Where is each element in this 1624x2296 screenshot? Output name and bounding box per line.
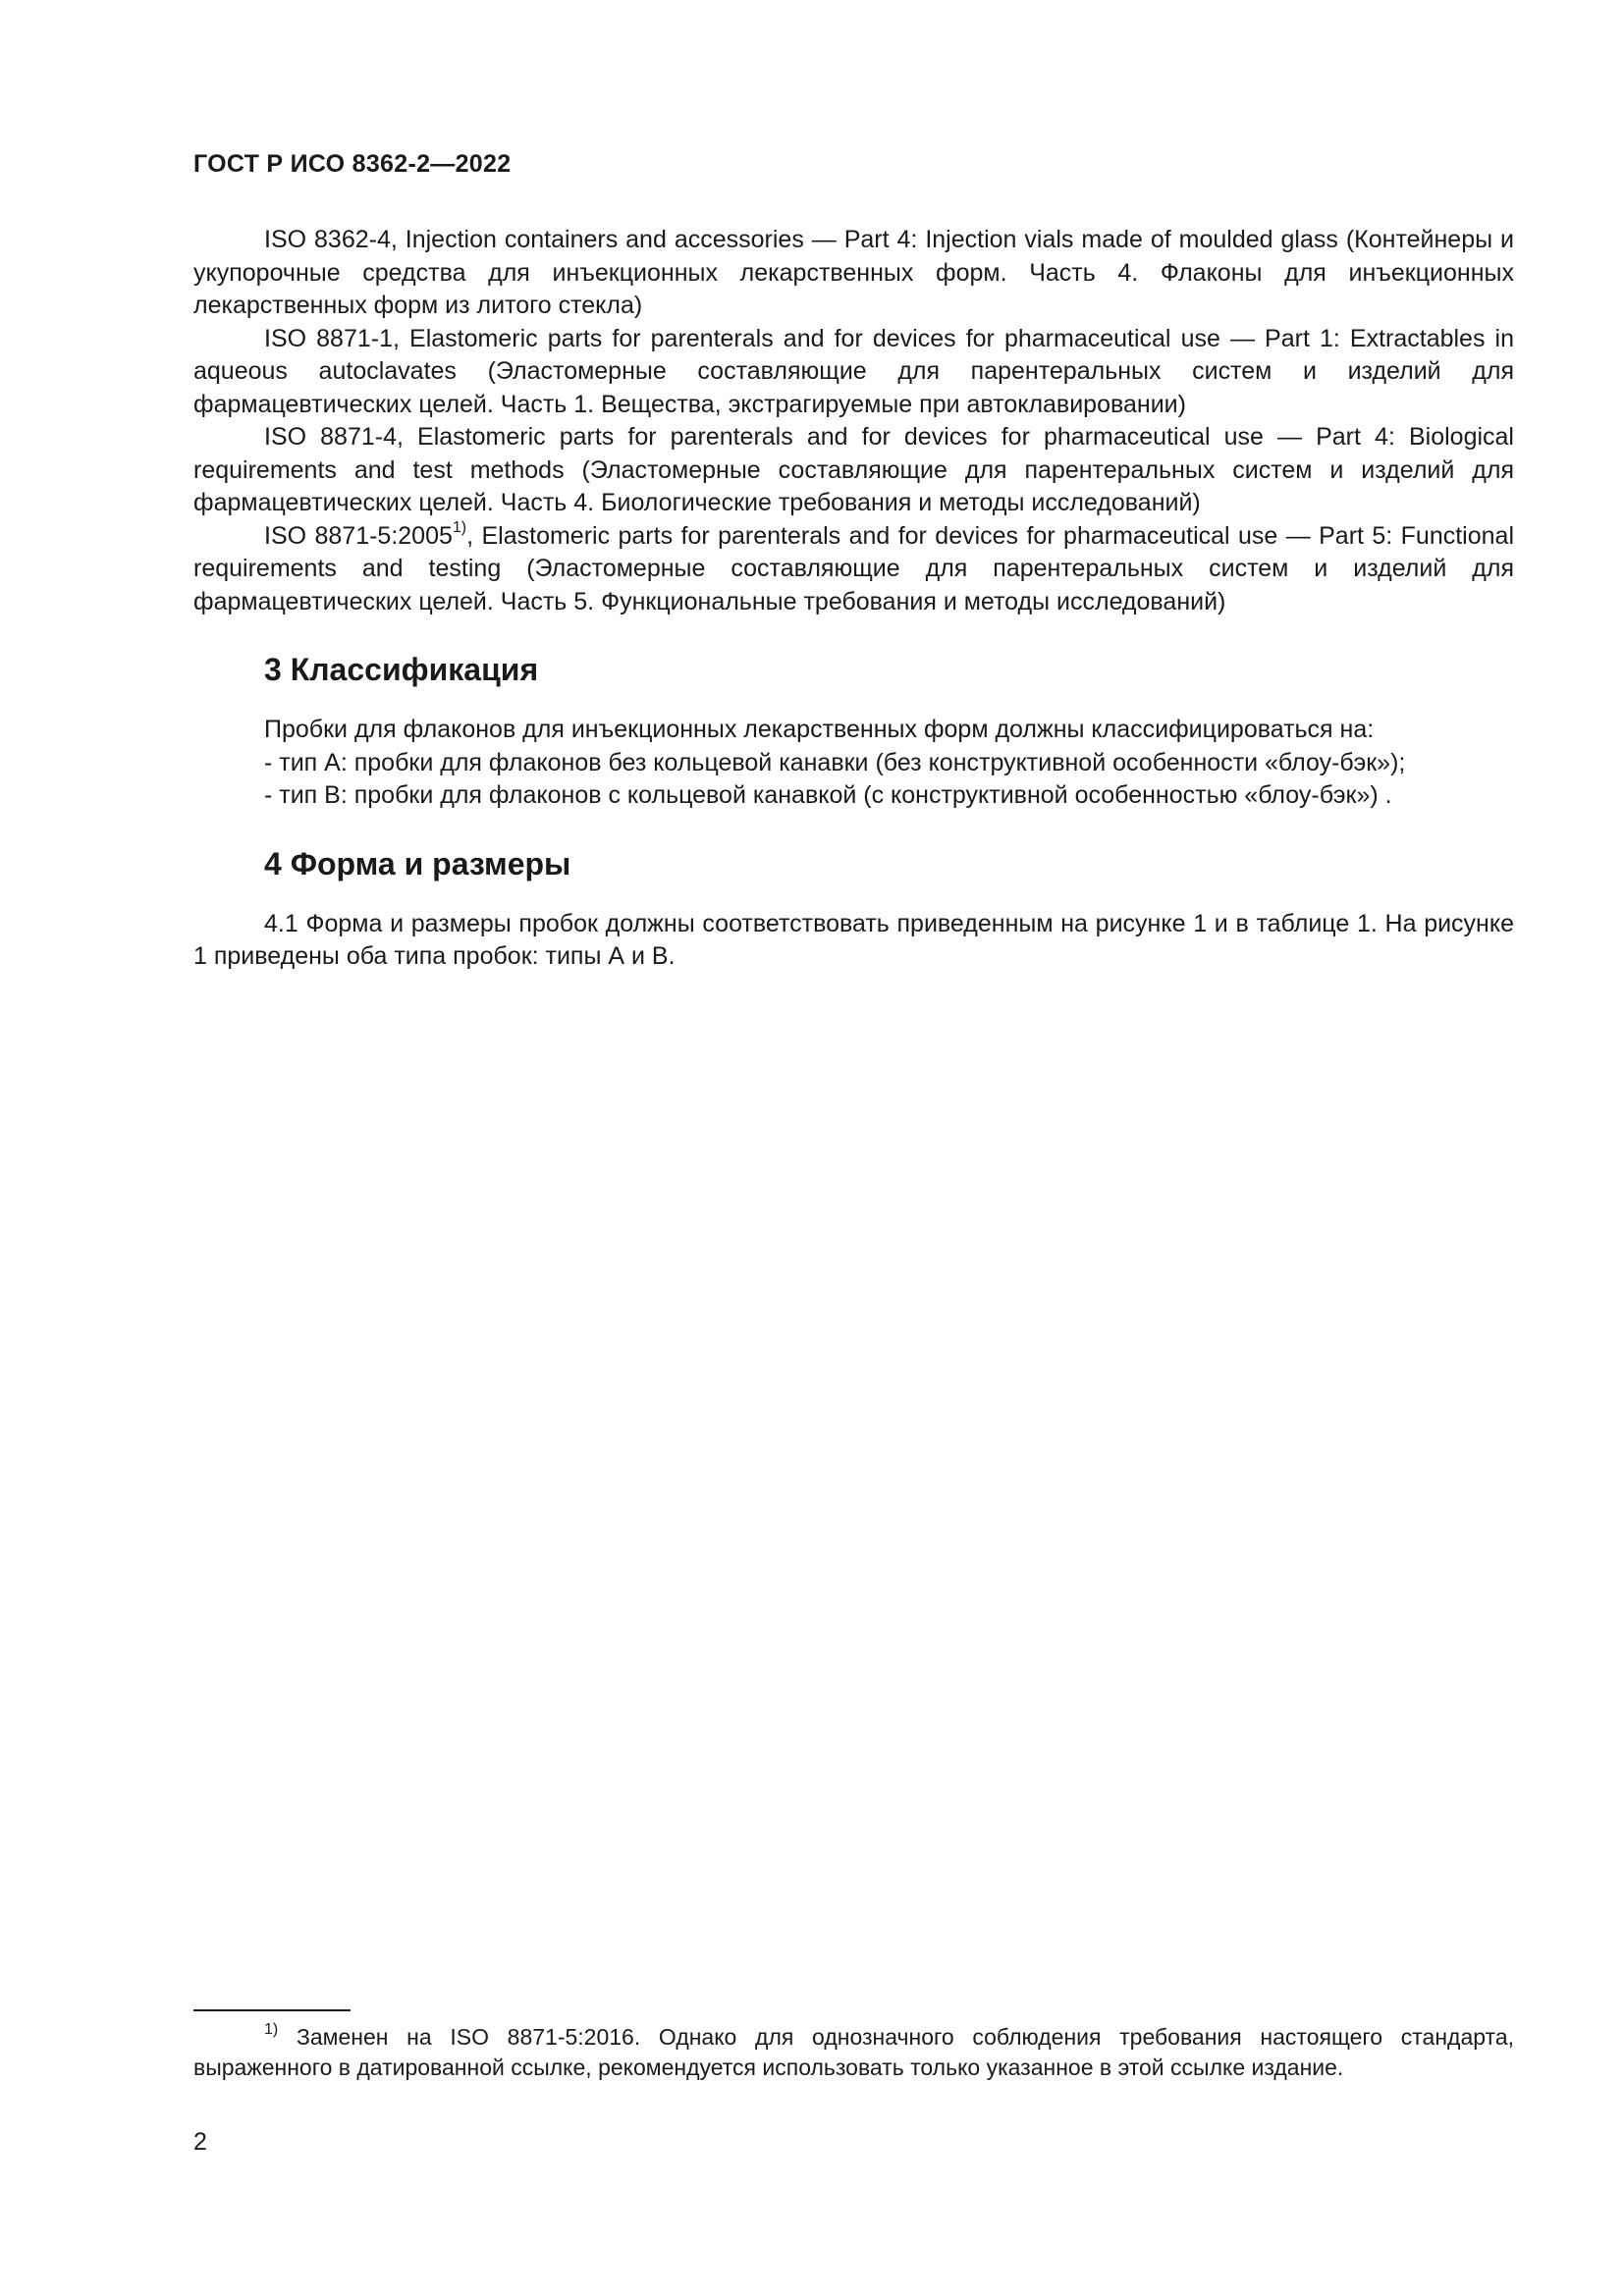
reference-item [193,520,1514,619]
reference-item [193,323,1514,422]
reference-text: Elastomeric parts for parenterals and for devices for pharmaceutical use — Part 4: Biological requirements and test methods (Эластомерные составляющие для парентеральных систем и изделий для фармацевтических целей. Часть 4. Биологические требования и методы исследований) [193,423,1514,516]
footnote-text-block [193,2022,1514,2083]
section-3-intro: Пробки для флаконов для инъекционных лекарственных форм должны классифицироваться на: [264,716,1375,743]
reference-item [193,224,1514,323]
normative-references-list [193,224,1514,618]
reference-code: ISO 8871-4, [264,423,404,451]
page-content [193,224,1514,974]
reference-text: Elastomeric parts for parenterals and for devices for pharmaceutical use — Part 5: Functional requirements and testing (Эластомерные составляющие для парентеральных систем и изделий для фармацевтических целей. Часть 5. Функциональные требования и методы исследований) [193,521,1515,615]
reference-code: ISO 8871-5:2005 [264,521,453,550]
reference-text: Elastomeric parts for parenterals and for devices for pharmaceutical use — Part 1: Extractables in aqueous autoclavates (Эластомерные составляющие для парентеральных систем и изделий для фармацевтических целей. Часть 1. Вещества, экстрагируемые при автоклавировании) [193,324,1515,418]
reference-code-suffix: , [466,521,474,550]
reference-code: ISO 8362-4, [264,226,398,253]
footnote-text: Заменен на ISO 8871-5:2016. Однако для однозначного соблюдения требования настоящего стандарта, выраженного в датированной ссылке, рекомендуется использовать только указанное в этой ссылке издание. [193,2024,1515,2080]
classification-item-type-a: - тип А: пробки для флаконов без кольцевой канавки (без конструктивной особенности «блоу-бэк»); [264,748,1406,776]
section-4-title: 4 Форма и размеры [264,845,571,881]
footnote-mark[interactable]: 1) [452,519,467,537]
reference-item [193,421,1514,520]
footnote-divider [193,2009,351,2011]
reference-code: ISO 8871-1, [264,324,400,352]
standard-header: ГОСТ Р ИСО 8362-2—2022 [193,150,512,178]
reference-text: Injection containers and accessories — Part 4: Injection vials made of moulded glass (Контейнеры и укупорочные средства для инъекционных лекарственных форм. Часть 4. Флаконы для инъекционных лекарственных форм из литого стекла) [193,226,1514,319]
page-number: 2 [193,2128,207,2156]
footnote-number: 1) [264,2021,279,2039]
section-3-title: 3 Классификация [264,652,539,687]
section-4-paragraph: 4.1 Форма и размеры пробок должны соответствовать приведенным на рисунке 1 и в таблице 1. На рисунке 1 приведены оба типа пробок: типы А и В. [193,909,1514,970]
classification-item-type-b: - тип В: пробки для флаконов с кольцевой канавкой (с конструктивной особенностью «блоу-бэк») . [264,781,1392,809]
footnote [193,2022,1514,2083]
